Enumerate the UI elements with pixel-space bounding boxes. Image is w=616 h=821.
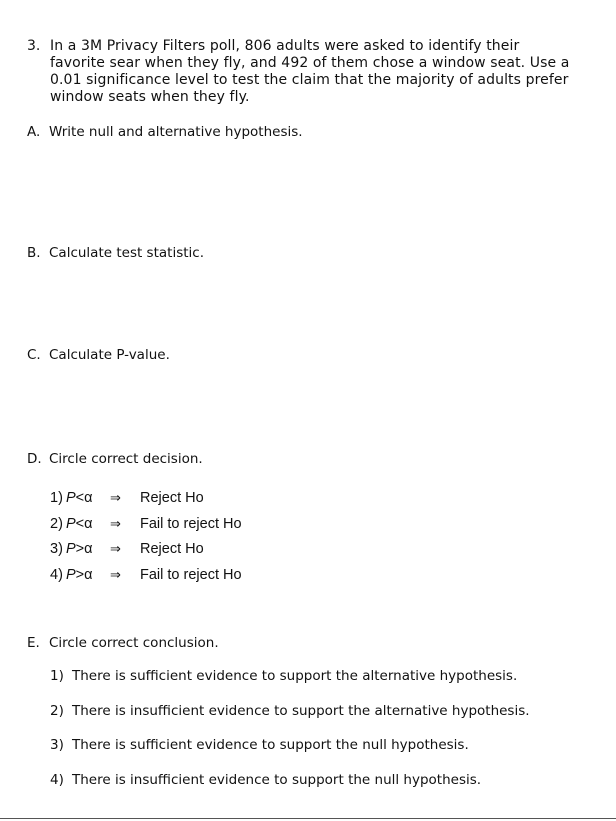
question-stem [50, 38, 590, 106]
decision-number: 4) [50, 566, 63, 583]
question-stem-line: window seats when they fly. [50, 89, 250, 105]
conclusion-option-2[interactable] [50, 703, 530, 738]
decision-number: 3) [50, 541, 63, 557]
decision-condition: P<α [66, 490, 93, 506]
decision-result: Reject Ho [140, 541, 204, 557]
decision-option-2[interactable] [50, 511, 242, 537]
conclusion-text: There is insufficient evidence to support the alternative hypothesis. [72, 702, 530, 719]
part-e-heading [27, 635, 219, 652]
decision-number: 1) [50, 490, 63, 506]
decision-result: Fail to reject Ho [140, 566, 242, 583]
part-b-letter: B. [27, 245, 41, 261]
decision-option-1[interactable] [50, 485, 242, 511]
conclusion-options [50, 668, 530, 806]
conclusion-number: 2) [50, 702, 64, 719]
part-c-heading [27, 347, 170, 364]
part-e-letter: E. [27, 635, 40, 651]
part-c-letter: C. [27, 347, 41, 363]
bottom-divider [0, 818, 616, 819]
part-d-letter: D. [27, 451, 42, 467]
implies-arrow-icon: ⇒ [110, 490, 121, 505]
part-e-text: Circle correct conclusion. [49, 635, 219, 651]
implies-arrow-icon: ⇒ [110, 541, 121, 556]
conclusion-number: 4) [50, 771, 64, 788]
implies-arrow-icon: ⇒ [110, 566, 121, 582]
conclusion-number: 1) [50, 668, 64, 684]
part-b-heading [27, 245, 204, 262]
decision-number: 2) [50, 515, 63, 532]
part-a-heading [27, 124, 303, 141]
conclusion-text: There is sufficient evidence to support the alternative hypothesis. [72, 668, 518, 684]
part-c-text: Calculate P-value. [49, 347, 170, 363]
decision-result: Reject Ho [140, 490, 204, 506]
conclusion-number: 3) [50, 737, 64, 753]
question-stem-line: In a 3M Privacy Filters poll, 806 adults were asked to identify their [50, 38, 520, 54]
implies-arrow-icon: ⇒ [110, 515, 121, 531]
decision-option-3[interactable] [50, 536, 242, 562]
decision-result: Fail to reject Ho [140, 515, 242, 532]
decision-options [50, 485, 242, 587]
decision-condition: P<α [66, 515, 93, 532]
part-d-text: Circle correct decision. [49, 451, 203, 467]
question-number: 3. [27, 38, 41, 54]
question-stem-line: favorite sear when they fly, and 492 of them chose a window seat. Use a [50, 55, 570, 71]
conclusion-text: There is insufficient evidence to support the null hypothesis. [72, 771, 482, 788]
question-stem-line: 0.01 significance level to test the claim that the majority of adults prefer [50, 72, 569, 88]
decision-condition: P>α [66, 566, 93, 583]
conclusion-option-4[interactable] [50, 772, 530, 807]
part-a-letter: A. [27, 124, 41, 140]
part-b-text: Calculate test statistic. [49, 245, 204, 261]
conclusion-text: There is sufficient evidence to support the null hypothesis. [72, 737, 469, 753]
part-d-heading [27, 451, 203, 468]
decision-condition: P>α [66, 541, 93, 557]
conclusion-option-3[interactable] [50, 737, 530, 772]
decision-option-4[interactable] [50, 562, 242, 588]
conclusion-option-1[interactable] [50, 668, 530, 703]
part-a-text: Write null and alternative hypothesis. [49, 124, 303, 140]
